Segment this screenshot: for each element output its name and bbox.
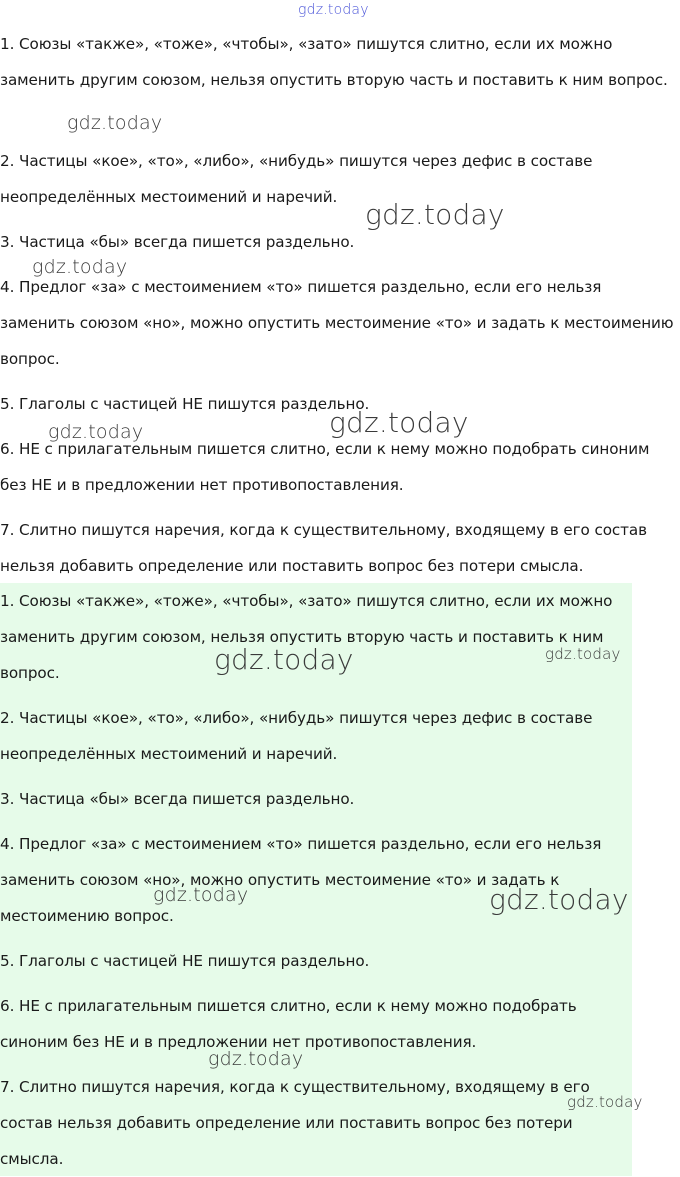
- rule-item-3: 3. Частица «бы» всегда пишется раздельно.: [0, 233, 355, 251]
- rule-item-2: 2. Частицы «кое», «то», «либо», «нибудь» пишутся через дефис в составе неопределённых местоимений и наречий.: [0, 709, 593, 763]
- watermark: gdz.today: [329, 406, 469, 439]
- watermark: gdz.today: [214, 643, 354, 676]
- rule-item-4: 4. Предлог «за» с местоимением «то» пишется раздельно, если его нельзя заменить союзом «но», можно опустить местоимение «то» и задать к местоимению вопрос.: [0, 835, 602, 925]
- watermark: gdz.today: [32, 256, 128, 278]
- watermark: gdz.today: [567, 1093, 643, 1111]
- rule-item-1: 1. Союзы «также», «тоже», «чтобы», «зато» пишутся слитно, если их можно заменить другим союзом, нельзя опустить вторую часть и поставить к ним вопрос.: [0, 35, 668, 89]
- rule-item-7: 7. Слитно пишутся наречия, когда к существительному, входящему в его состав нельзя добавить определение или поставить вопрос без потери смысла.: [0, 521, 647, 575]
- watermark: gdz.today: [365, 198, 505, 231]
- rule-item-4: 4. Предлог «за» с местоимением «то» пишется раздельно, если его нельзя заменить союзом «но», можно опустить местоимение «то» и задать к местоимению вопрос.: [0, 278, 674, 368]
- watermark: gdz.today: [545, 645, 621, 663]
- rule-item-3: 3. Частица «бы» всегда пишется раздельно.: [0, 790, 355, 808]
- watermark: gdz.today: [489, 883, 629, 916]
- rule-item-5: 5. Глаголы с частицей НЕ пишутся раздельно.: [0, 952, 370, 970]
- rule-item-7: 7. Слитно пишутся наречия, когда к существительному, входящему в его состав нельзя добавить определение или поставить вопрос без потери смысла.: [0, 1078, 590, 1168]
- watermark: gdz.today: [208, 1048, 304, 1070]
- rule-item-6: 6. НЕ с прилагательным пишется слитно, если к нему можно подобрать синоним без НЕ и в предложении нет противопоставления.: [0, 440, 650, 494]
- watermark: gdz.today: [153, 884, 249, 906]
- header-watermark: gdz.today: [298, 2, 369, 18]
- watermark: gdz.today: [48, 421, 144, 443]
- rule-item-6: 6. НЕ с прилагательным пишется слитно, если к нему можно подобрать синоним без НЕ и в предложении нет противопоставления.: [0, 997, 577, 1051]
- watermark: gdz.today: [67, 112, 163, 134]
- rule-item-1: 1. Союзы «также», «тоже», «чтобы», «зато» пишутся слитно, если их можно заменить другим союзом, нельзя опустить вторую часть и поставить к ним вопрос.: [0, 592, 613, 682]
- rule-item-2: 2. Частицы «кое», «то», «либо», «нибудь» пишутся через дефис в составе неопределённых местоимений и наречий.: [0, 152, 593, 206]
- rule-item-5: 5. Глаголы с частицей НЕ пишутся раздельно.: [0, 395, 370, 413]
